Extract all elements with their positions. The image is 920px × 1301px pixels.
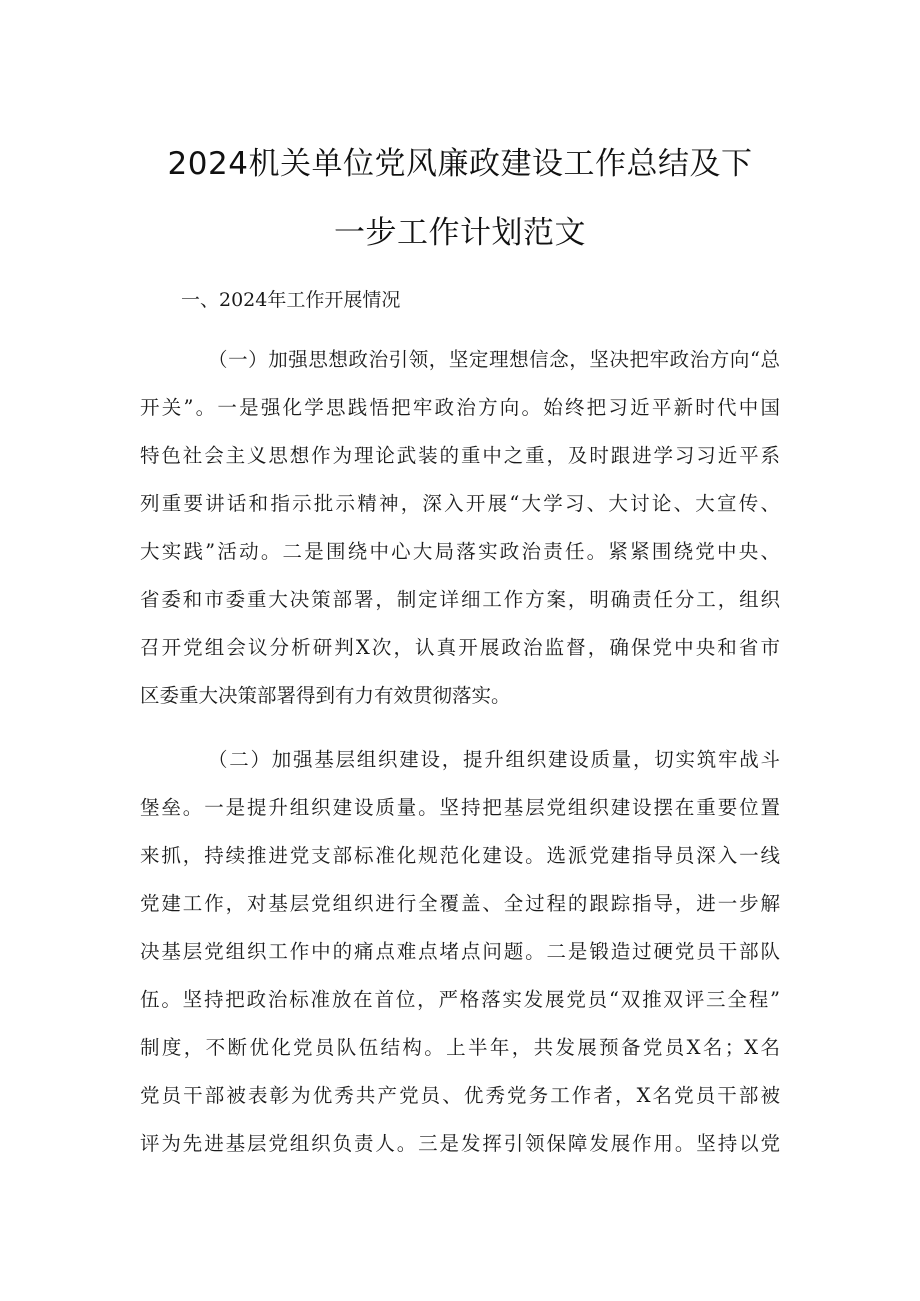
document-title-line-2: 一步工作计划范文 bbox=[334, 215, 586, 251]
paragraph-line: 召开党组会议分析研判X次，认真开展政治监督，确保党中央和省市 bbox=[140, 636, 780, 659]
paragraph-line: 大实践”活动。二是围绕中心大局落实政治责任。紧紧围绕党中央、 bbox=[140, 540, 780, 563]
paragraph-line: 特色社会主义思想作为理论武装的重中之重，及时跟进学习习近平系 bbox=[140, 444, 780, 467]
paragraph-line: 省委和市委重大决策部署，制定详细工作方案，明确责任分工，组织 bbox=[140, 588, 780, 611]
paragraph-line: 评为先进基层党组织负责人。三是发挥引领保障发展作用。坚持以党 bbox=[140, 1132, 780, 1155]
paragraph-line: 来抓，持续推进党支部标准化规范化建设。选派党建指导员深入一线 bbox=[140, 844, 780, 867]
section-heading: 一、2024年工作开展情况 bbox=[181, 289, 401, 311]
paragraph-line: 开关”。一是强化学思践悟把牢政治方向。始终把习近平新时代中国 bbox=[140, 396, 780, 419]
paragraph-line: 党建工作，对基层党组织进行全覆盖、全过程的跟踪指导，进一步解 bbox=[140, 892, 780, 915]
paragraph-line: 决基层党组织工作中的痛点难点堵点问题。二是锻造过硬党员干部队 bbox=[140, 940, 780, 963]
paragraph-2 bbox=[140, 736, 780, 1168]
paragraph-line: （二）加强基层组织建设，提升组织建设质量，切实筑牢战斗 bbox=[208, 748, 780, 771]
paragraph-line: 区委重大决策部署得到有力有效贯彻落实。 bbox=[140, 684, 511, 707]
paragraph-line: （一）加强思想政治引领，坚定理想信念，坚决把牢政治方向“总 bbox=[208, 348, 780, 371]
paragraph-1 bbox=[140, 336, 780, 720]
paragraph-line: 堡垒。一是提升组织建设质量。坚持把基层党组织建设摆在重要位置 bbox=[140, 796, 780, 819]
paragraph-line: 伍。坚持把政治标准放在首位，严格落实发展党员“双推双评三全程” bbox=[140, 988, 780, 1011]
paragraph-line: 列重要讲话和指示批示精神，深入开展“大学习、大讨论、大宣传、 bbox=[140, 492, 780, 515]
paragraph-line: 党员干部被表彰为优秀共产党员、优秀党务工作者，X名党员干部被 bbox=[140, 1084, 780, 1107]
document-title-line-1: 2024机关单位党风廉政建设工作总结及下 bbox=[167, 146, 753, 182]
paragraph-line: 制度，不断优化党员队伍结构。上半年，共发展预备党员X名；X名 bbox=[140, 1036, 780, 1059]
